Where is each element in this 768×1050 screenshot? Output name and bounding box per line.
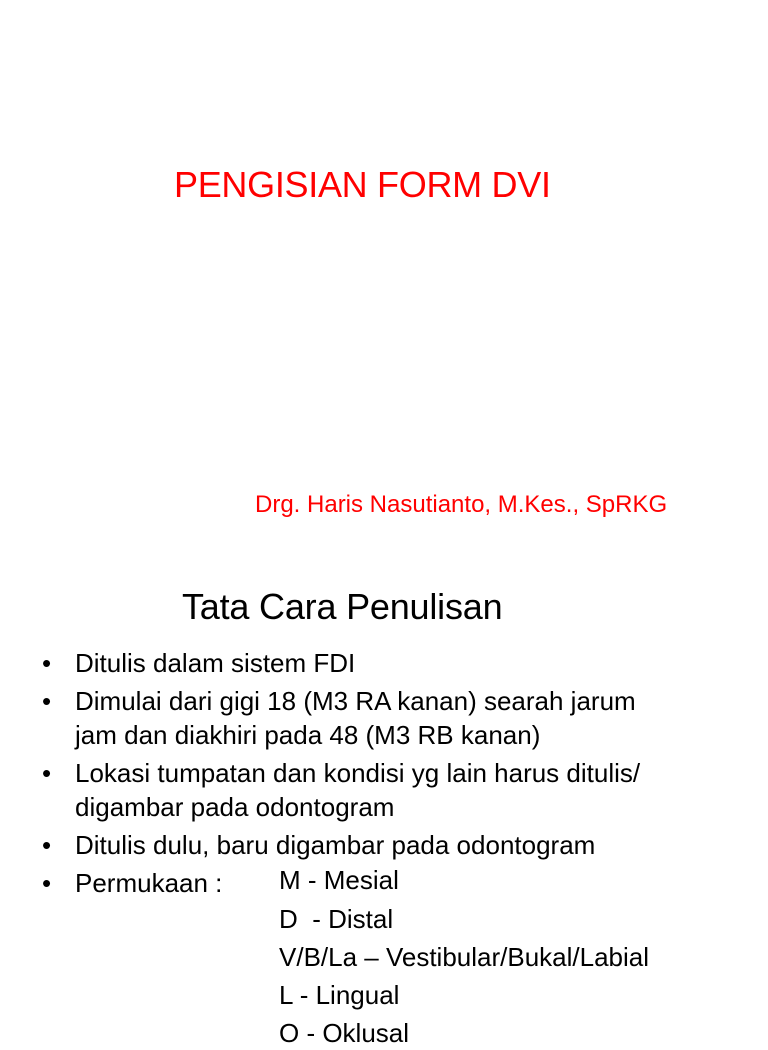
- surface-vestibular: V/B/La – Vestibular/Bukal/Labial: [279, 942, 650, 972]
- bullet-item-fdi: [42, 646, 762, 680]
- bullet-item-order: [42, 684, 762, 752]
- bullet-icon: •: [42, 758, 52, 788]
- bullet-text: Permukaan :: [75, 868, 223, 898]
- bullet-item-write-first: [42, 828, 762, 862]
- bullet-text: Lokasi tumpatan dan kondisi yg lain harus ditulis/: [75, 758, 641, 788]
- slide-title: PENGISIAN FORM DVI: [174, 164, 551, 205]
- bullet-text: Dimulai dari gigi 18 (M3 RA kanan) searah jarum: [75, 686, 636, 716]
- bullet-text: jam dan diakhiri pada 48 (M3 RB kanan): [75, 720, 541, 750]
- bullet-item-location: [42, 756, 762, 824]
- section-heading: Tata Cara Penulisan: [182, 586, 503, 627]
- surface-lingual: L - Lingual: [279, 980, 400, 1010]
- surface-distal: D - Distal: [279, 904, 394, 934]
- bullet-text: digambar pada odontogram: [75, 792, 395, 822]
- surface-mesial: M - Mesial: [279, 865, 399, 895]
- bullet-list: [42, 646, 762, 904]
- author-name: Drg. Haris Nasutianto, M.Kes., SpRKG: [255, 491, 668, 518]
- bullet-icon: •: [42, 648, 52, 678]
- bullet-icon: •: [42, 830, 52, 860]
- surface-oklusal: O - Oklusal: [279, 1018, 410, 1048]
- bullet-icon: •: [42, 686, 52, 716]
- bullet-icon: •: [42, 868, 52, 898]
- bullet-text: Ditulis dalam sistem FDI: [75, 648, 356, 678]
- bullet-item-surface: [42, 866, 762, 900]
- bullet-text: Ditulis dulu, baru digambar pada odontogram: [75, 830, 596, 860]
